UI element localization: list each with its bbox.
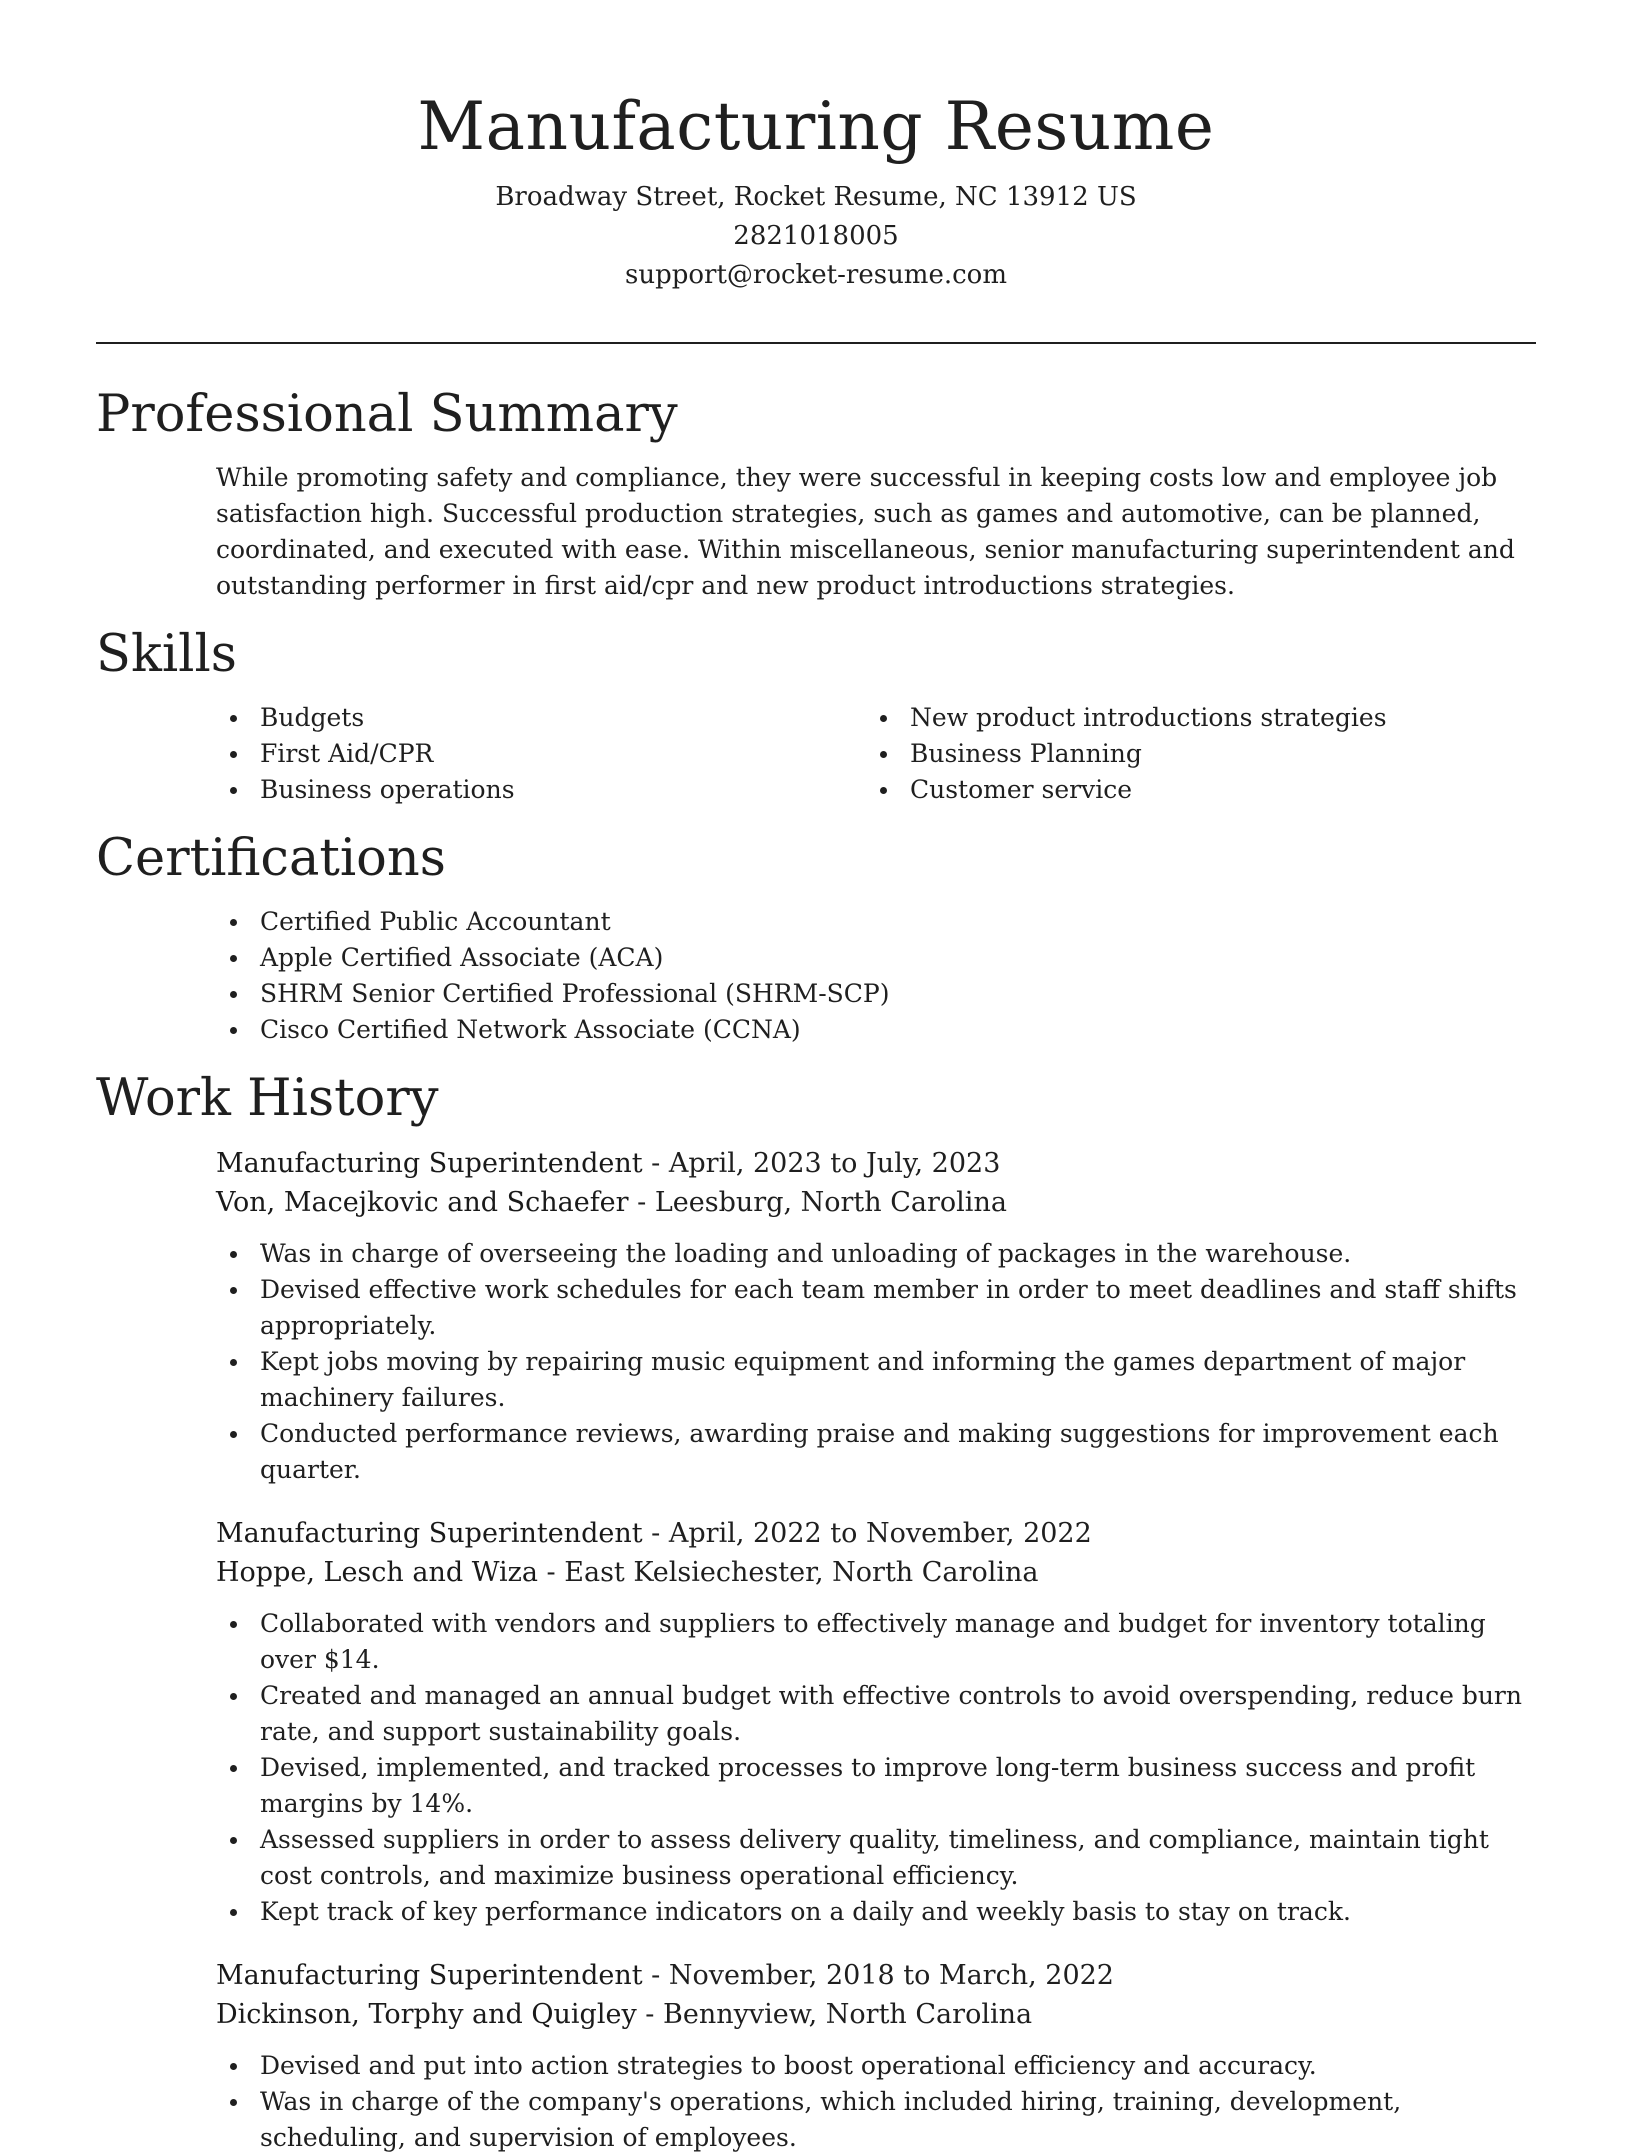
summary-heading: Professional Summary	[96, 385, 678, 444]
job-company-line	[216, 1995, 1536, 2034]
skill-item: New product introductions strategies	[866, 700, 1516, 736]
separator: -	[642, 1960, 669, 1991]
job-dates: April, 2023 to July, 2023	[668, 1148, 1001, 1179]
job-entry	[216, 1956, 1536, 2156]
job-bullet: Was in charge of the company's operations, which included hiring, training, development, scheduling, and supervision of employees.	[216, 2084, 1536, 2156]
certifications-list	[216, 904, 1536, 1048]
job-bullet: Devised, implemented, and tracked processes to improve long-term business success and profit margins by 14%.	[216, 1750, 1536, 1822]
skills-heading: Skills	[96, 625, 237, 684]
email-text: support@rocket-resume.com	[624, 260, 1007, 290]
job-title-line	[216, 1144, 1536, 1183]
job-bullet: Collaborated with vendors and suppliers to effectively manage and budget for inventory totaling over $14.	[216, 1606, 1536, 1678]
job-company: Hoppe, Lesch and Wiza	[216, 1557, 538, 1588]
job-title: Manufacturing Superintendent	[216, 1148, 643, 1179]
job-bullets	[216, 1606, 1536, 1930]
job-title: Manufacturing Superintendent	[216, 1518, 643, 1549]
separator: -	[642, 1148, 669, 1179]
header-divider	[96, 342, 1536, 344]
job-title-line	[216, 1956, 1536, 1995]
separator: -	[628, 1187, 655, 1218]
separator: -	[642, 1518, 669, 1549]
job-title-line	[216, 1514, 1536, 1553]
job-dates: November, 2018 to March, 2022	[668, 1960, 1114, 1991]
resume-title: Manufacturing Resume	[417, 88, 1215, 165]
contact-block	[0, 178, 1632, 295]
job-location: Leesburg, North Carolina	[654, 1187, 1007, 1218]
job-bullet: Created and managed an annual budget with effective controls to avoid overspending, reduce burn rate, and support sustainability goals.	[216, 1678, 1536, 1750]
job-bullet: Conducted performance reviews, awarding praise and making suggestions for improvement each quarter.	[216, 1416, 1536, 1488]
job-bullet: Assessed suppliers in order to assess delivery quality, timeliness, and compliance, maintain tight cost controls, and maximize business operational efficiency.	[216, 1822, 1536, 1894]
job-company: Von, Macejkovic and Schaefer	[216, 1187, 629, 1218]
separator: -	[636, 1999, 663, 2030]
skill-item: Customer service	[866, 772, 1516, 808]
job-entry	[216, 1514, 1536, 1930]
phone-text: 2821018005	[733, 221, 899, 251]
work-history-heading: Work History	[96, 1069, 439, 1128]
resume-content	[96, 378, 1536, 2156]
certification-item: Cisco Certified Network Associate (CCNA)	[216, 1012, 1536, 1048]
job-bullet: Was in charge of overseeing the loading and unloading of packages in the warehouse.	[216, 1236, 1536, 1272]
job-location: Bennyview, North Carolina	[663, 1999, 1033, 2030]
job-company: Dickinson, Torphy and Quigley	[216, 1999, 637, 2030]
job-bullets	[216, 2048, 1536, 2156]
skill-item: Business operations	[216, 772, 866, 808]
job-bullet: Kept jobs moving by repairing music equipment and informing the games department of major machinery failures.	[216, 1344, 1536, 1416]
skill-item: First Aid/CPR	[216, 736, 866, 772]
certification-item: Apple Certified Associate (ACA)	[216, 940, 1536, 976]
job-bullet: Kept track of key performance indicators on a daily and weekly basis to stay on track.	[216, 1894, 1536, 1930]
skills-list-left	[216, 700, 866, 808]
skill-item: Budgets	[216, 700, 866, 736]
job-location: East Kelsiechester, North Carolina	[564, 1557, 1039, 1588]
separator: -	[537, 1557, 565, 1588]
skill-item: Business Planning	[866, 736, 1516, 772]
skills-list-right	[866, 700, 1516, 808]
job-title: Manufacturing Superintendent	[216, 1960, 643, 1991]
job-dates: April, 2022 to November, 2022	[668, 1518, 1092, 1549]
job-bullet: Devised and put into action strategies to boost operational efficiency and accuracy.	[216, 2048, 1536, 2084]
resume-header	[0, 0, 1632, 295]
certifications-heading: Certifications	[96, 829, 446, 888]
summary-text: While promoting safety and compliance, they were successful in keeping costs low and employee job satisfaction high. Successful production strategies, such as games and automotive, can be planned, coordinated, and executed with ease. Within miscellaneous, senior manufacturing superintendent and outstanding performer in first aid/cpr and new product introductions strategies.	[216, 463, 1515, 600]
skills-grid	[216, 700, 1536, 808]
job-bullets	[216, 1236, 1536, 1488]
job-entry	[216, 1144, 1536, 1488]
job-bullet: Devised effective work schedules for each team member in order to meet deadlines and staff shifts appropriately.	[216, 1272, 1536, 1344]
job-company-line	[216, 1183, 1536, 1222]
job-company-line	[216, 1553, 1536, 1592]
address-text: Broadway Street, Rocket Resume, NC 13912 US	[495, 182, 1137, 212]
certification-item: SHRM Senior Certified Professional (SHRM-SCP)	[216, 976, 1536, 1012]
certification-item: Certified Public Accountant	[216, 904, 1536, 940]
